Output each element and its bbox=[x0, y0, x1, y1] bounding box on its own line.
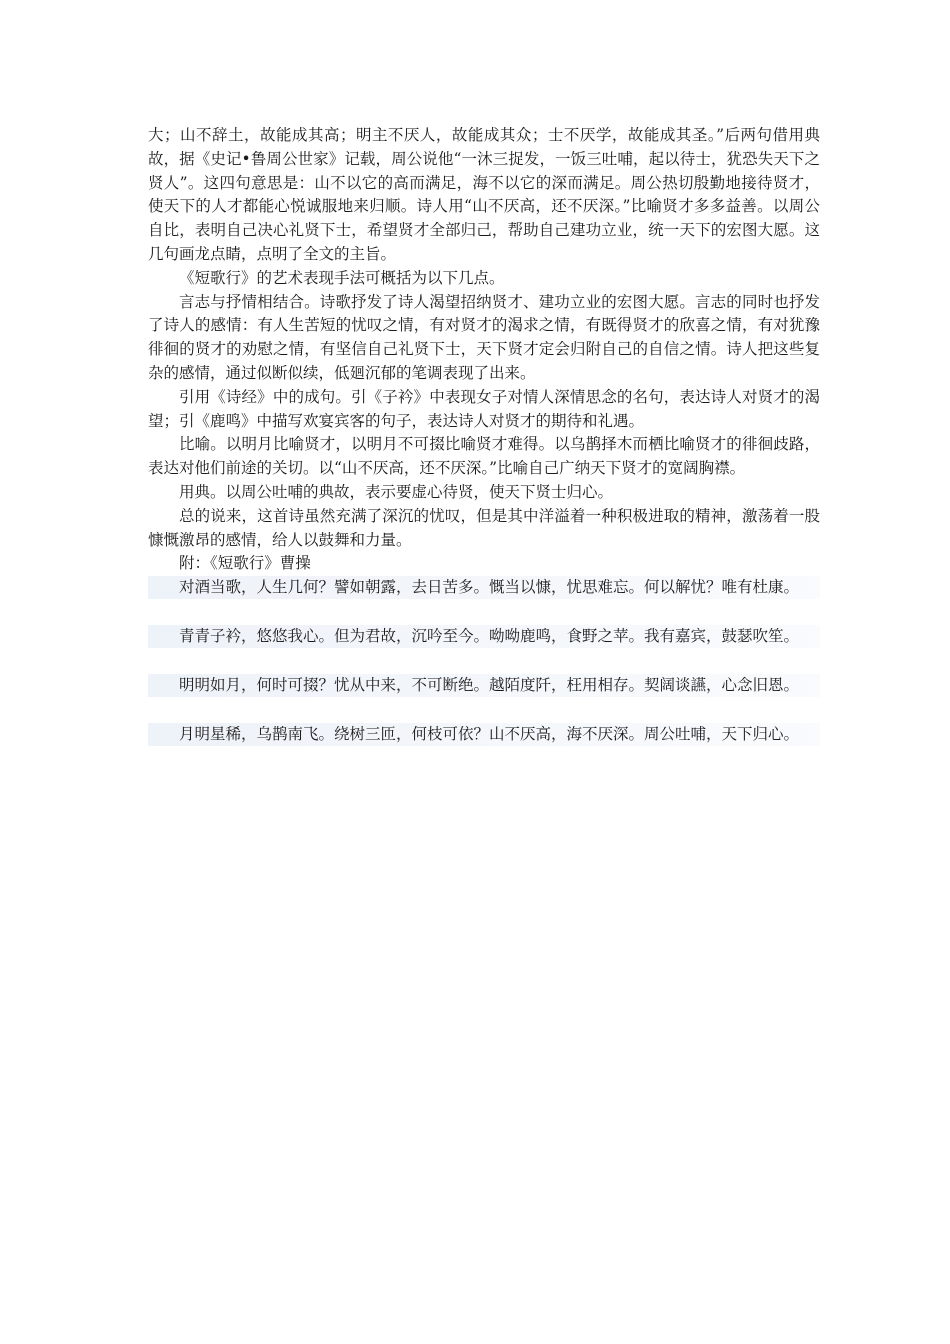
paragraph-technique-quotation: 引用《诗经》中的成句。引《子衿》中表现女子对情人深情思念的名句，表达诗人对贤才的渴望；引《鹿鸣》中描写欢宴宾客的句子，表达诗人对贤才的期待和礼遇。 bbox=[148, 387, 820, 430]
document-page bbox=[148, 124, 820, 746]
appendix-heading: 附：《短歌行》曹操 bbox=[179, 554, 311, 573]
paragraph-summary: 总的说来，这首诗虽然充满了深沉的忧叹，但是其中洋溢着一种积极进取的精神，激荡着一股慷慨激昂的感情，给人以鼓舞和力量。 bbox=[148, 506, 820, 549]
poem-stanza-1: 对酒当歌，人生几何？譬如朝露，去日苦多。慨当以慷，忧思难忘。何以解忧？唯有杜康。 bbox=[148, 576, 820, 599]
poem-text bbox=[148, 576, 820, 746]
poem-stanza-2: 青青子衿，悠悠我心。但为君故，沉吟至今。呦呦鹿鸣，食野之苹。我有嘉宾，鼓瑟吹笙。 bbox=[148, 625, 820, 648]
paragraph-technique-metaphor: 比喻。以明月比喻贤才，以明月不可掇比喻贤才难得。以乌鹊择木而栖比喻贤才的徘徊歧路，表达对他们前途的关切。以“山不厌高，还不厌深。”比喻自己广纳天下贤才的宽阔胸襟。 bbox=[148, 435, 820, 478]
paragraph-technique-emotion: 言志与抒情相结合。诗歌抒发了诗人渴望招纳贤才、建功立业的宏图大愿。言志的同时也抒发了诗人的感情：有人生苦短的忧叹之情，有对贤才的渴求之情，有既得贤才的欣喜之情，有对犹豫徘徊的贤才的劝慰之情，有坚信自己礼贤下士，天下贤才定会归附自己的自信之情。诗人把这些复杂的感情，通过似断似续，低廻沉郁的笔调表现了出来。 bbox=[148, 292, 820, 382]
poem-stanza-4: 月明星稀，乌鹊南飞。绕树三匝，何枝可依？山不厌高，海不厌深。周公吐哺，天下归心。 bbox=[148, 723, 820, 746]
paragraph-technique-allusion: 用典。以周公吐哺的典故，表示要虚心待贤，使天下贤士归心。 bbox=[179, 482, 614, 501]
poem-stanza-3: 明明如月，何时可掇？忧从中来，不可断绝。越陌度阡，枉用相存。契阔谈讌，心念旧恩。 bbox=[148, 674, 820, 697]
paragraph-techniques-intro: 《短歌行》的艺术表现手法可概括为以下几点。 bbox=[179, 268, 505, 287]
paragraph-analysis-end: 大；山不辞土，故能成其高；明主不厌人，故能成其众；士不厌学，故能成其圣。”后两句借用典故，据《史记•鲁周公世家》记载，周公说他“一沐三捉发，一饭三吐哺，起以待士，犹恐失天下之贤人”。这四句意思是：山不以它的高而满足，海不以它的深而满足。周公热切殷勤地接待贤才，使天下的人才都能心悦诚服地来归顺。诗人用“山不厌高，还不厌深。”比喻贤才多多益善。以周公自比，表明自己决心礼贤下士，希望贤才全部归己，帮助自己建功立业，统一天下的宏图大愿。这几句画龙点睛，点明了全文的主旨。 bbox=[148, 126, 820, 263]
